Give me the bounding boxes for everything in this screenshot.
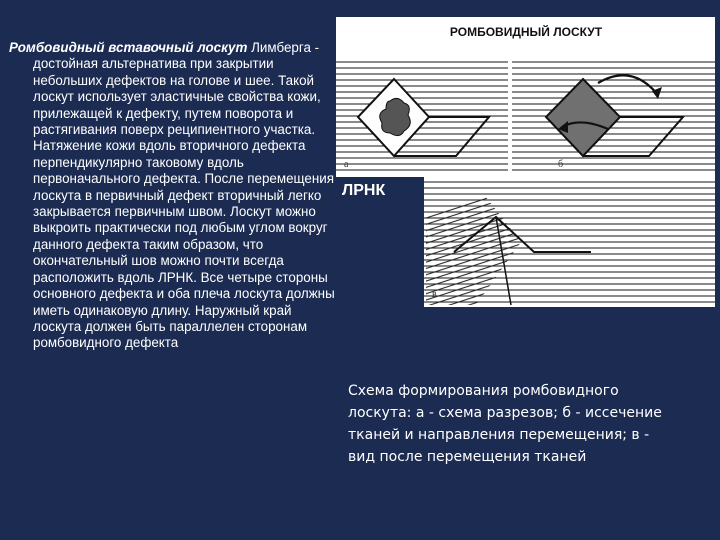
panel-b-label: б [558,159,564,170]
figure-caption: Схема формирования ромбовидного лоскута: а - схема разрезов; б - иссечение тканей и направления перемещения; в - вид после перемещения тканей [348,383,662,465]
panel-c-label: в [432,289,437,300]
panel-c [424,179,715,305]
body-paragraph [9,40,339,352]
panel-a-label: а [344,159,349,170]
panel-b [512,57,715,175]
term-heading: Ромбовидный вставочный лоскут [9,40,248,55]
panel-a [336,57,508,175]
body-description: Лимберга - достойная альтернатива при закрытии небольших дефектов на голове и шее. Такой лоскут использует эластичные свойства кожи, прилежащей к дефекту, путем поворота и растягивания поверх реципиентного участка. Натяжение кожи вдоль вторичного дефекта перпендикулярно таковому вдоль первоначального дефекта. После перемещения лоскута в первичный дефект вторичный легко закрывается первичным швом. Лоскут можно выкроить практически под любым углом вокруг данного дефекта таким образом, что окончательный шов можно почти всегда расположить вдоль ЛРНК. Все четыре стороны основного дефекта и оба плеча лоскута должны иметь одинаковую длину. Наружный край лоскута должен быть параллелен сторонам ромбовидного дефекта [33,40,335,351]
rhomboid-flap-figure [336,17,715,307]
lrnk-label: ЛРНК [342,182,386,199]
figure-title: РОМБОВИДНЫЙ ЛОСКУТ [449,25,603,39]
body-text [9,40,339,352]
